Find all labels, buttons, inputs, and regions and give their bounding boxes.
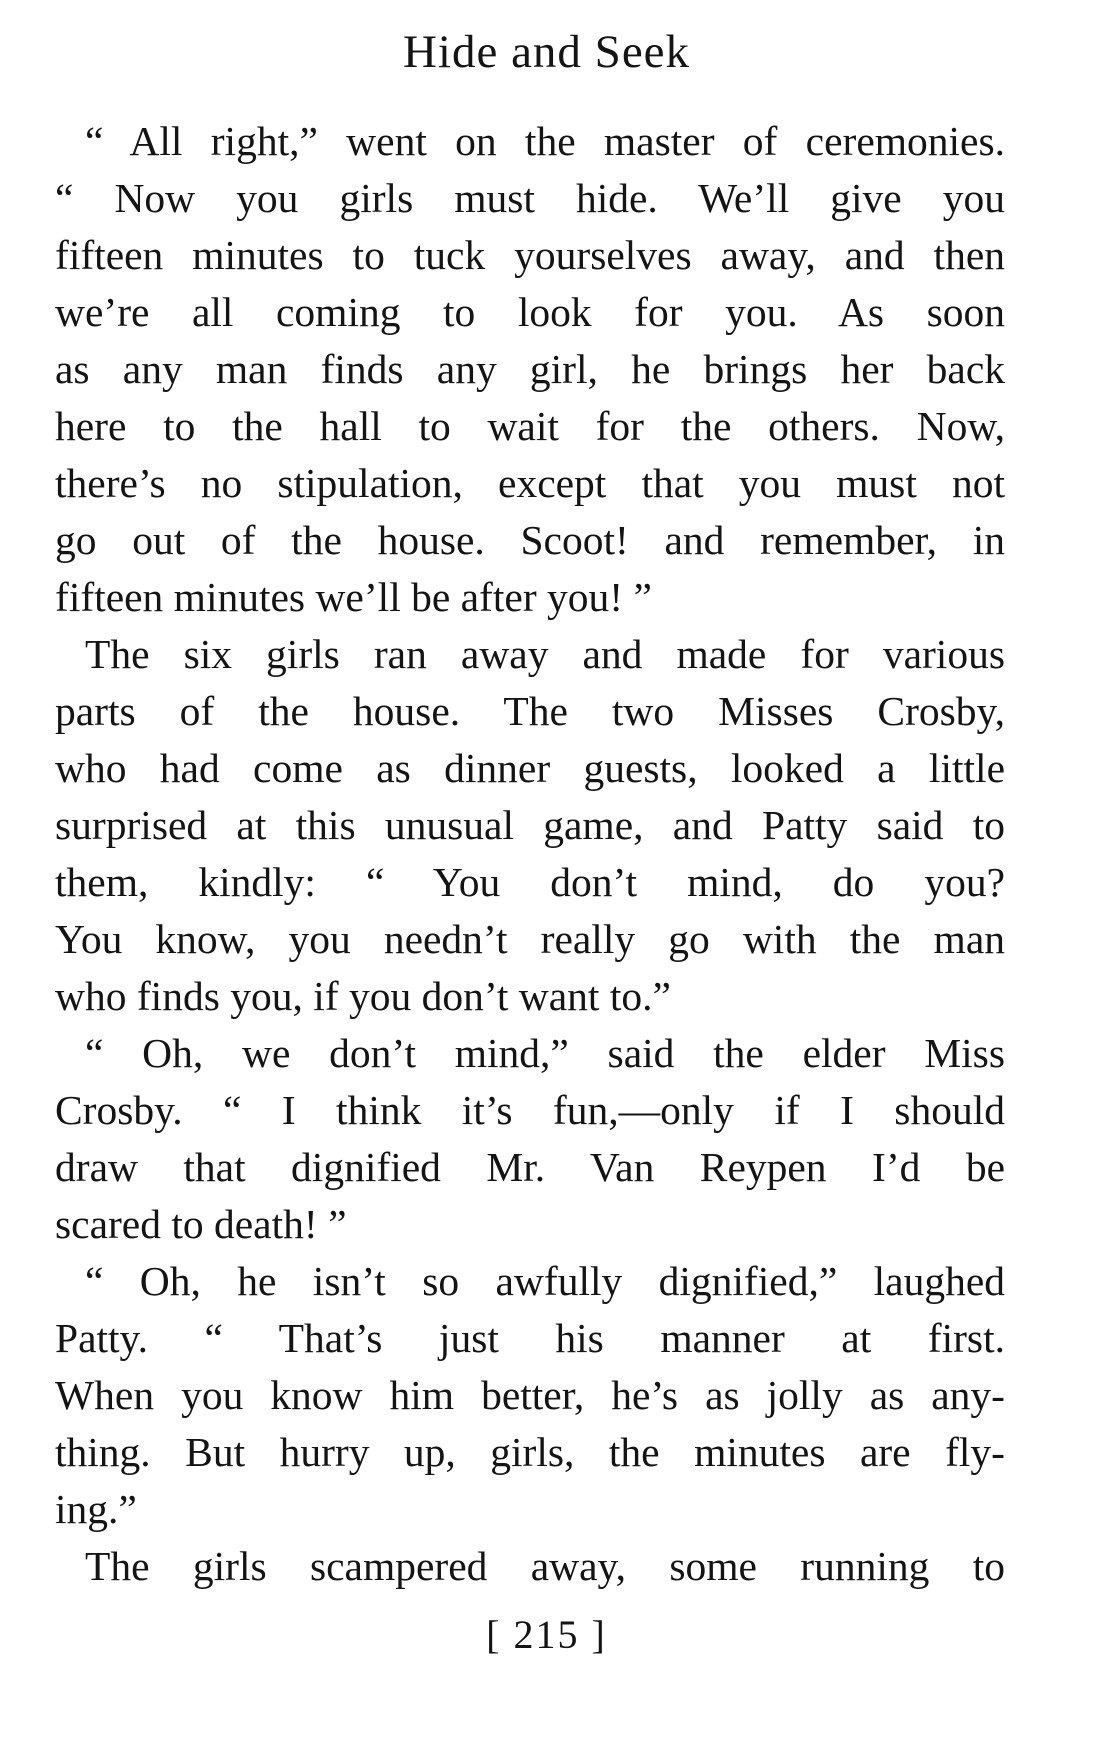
text-line: “ Oh, he isn’t so awfully dignified,” laughed — [85, 1258, 1005, 1304]
text-line: surprised at this unusual game, and Patty said to — [55, 802, 1005, 848]
text-line: who finds you, if you don’t want to.” — [55, 973, 671, 1019]
text-line: we’re all coming to look for you. As soon — [55, 289, 1005, 335]
text-line: The six girls ran away and made for various — [85, 631, 1005, 677]
body-text — [55, 113, 1005, 1595]
text-line: them, kindly: “ You don’t mind, do you? — [55, 859, 1005, 905]
text-line: “ All right,” went on the master of ceremonies. — [85, 118, 1005, 164]
text-line: “ Now you girls must hide. We’ll give you — [55, 175, 1005, 221]
page-number: [ 215 ] — [486, 1612, 607, 1657]
text-line: go out of the house. Scoot! and remember, in — [55, 517, 1005, 563]
text-line: You know, you needn’t really go with the man — [55, 916, 1005, 962]
text-line: Patty. “ That’s just his manner at first. — [55, 1315, 1005, 1361]
text-line: here to the hall to wait for the others. Now, — [55, 403, 1005, 449]
text-line: scared to death! ” — [55, 1201, 347, 1247]
text-line: fifteen minutes we’ll be after you! ” — [55, 574, 652, 620]
text-line: fifteen minutes to tuck yourselves away, and then — [55, 232, 1005, 278]
text-line: “ Oh, we don’t mind,” said the elder Miss — [85, 1030, 1005, 1076]
text-line: as any man finds any girl, he brings her back — [55, 346, 1005, 392]
text-line: thing. But hurry up, girls, the minutes are fly- — [55, 1429, 1005, 1475]
text-line: When you know him better, he’s as jolly as any- — [55, 1372, 1005, 1418]
text-line: there’s no stipulation, except that you must not — [55, 460, 1005, 506]
text-line: Crosby. “ I think it’s fun,—only if I should — [55, 1087, 1005, 1133]
text-line: ing.” — [55, 1486, 137, 1532]
text-line: draw that dignified Mr. Van Reypen I’d be — [55, 1144, 1005, 1190]
text-line: The girls scampered away, some running to — [85, 1543, 1005, 1589]
running-head: Hide and Seek — [402, 26, 691, 78]
text-line: who had come as dinner guests, looked a little — [55, 745, 1005, 791]
text-line: parts of the house. The two Misses Crosby, — [55, 688, 1005, 734]
